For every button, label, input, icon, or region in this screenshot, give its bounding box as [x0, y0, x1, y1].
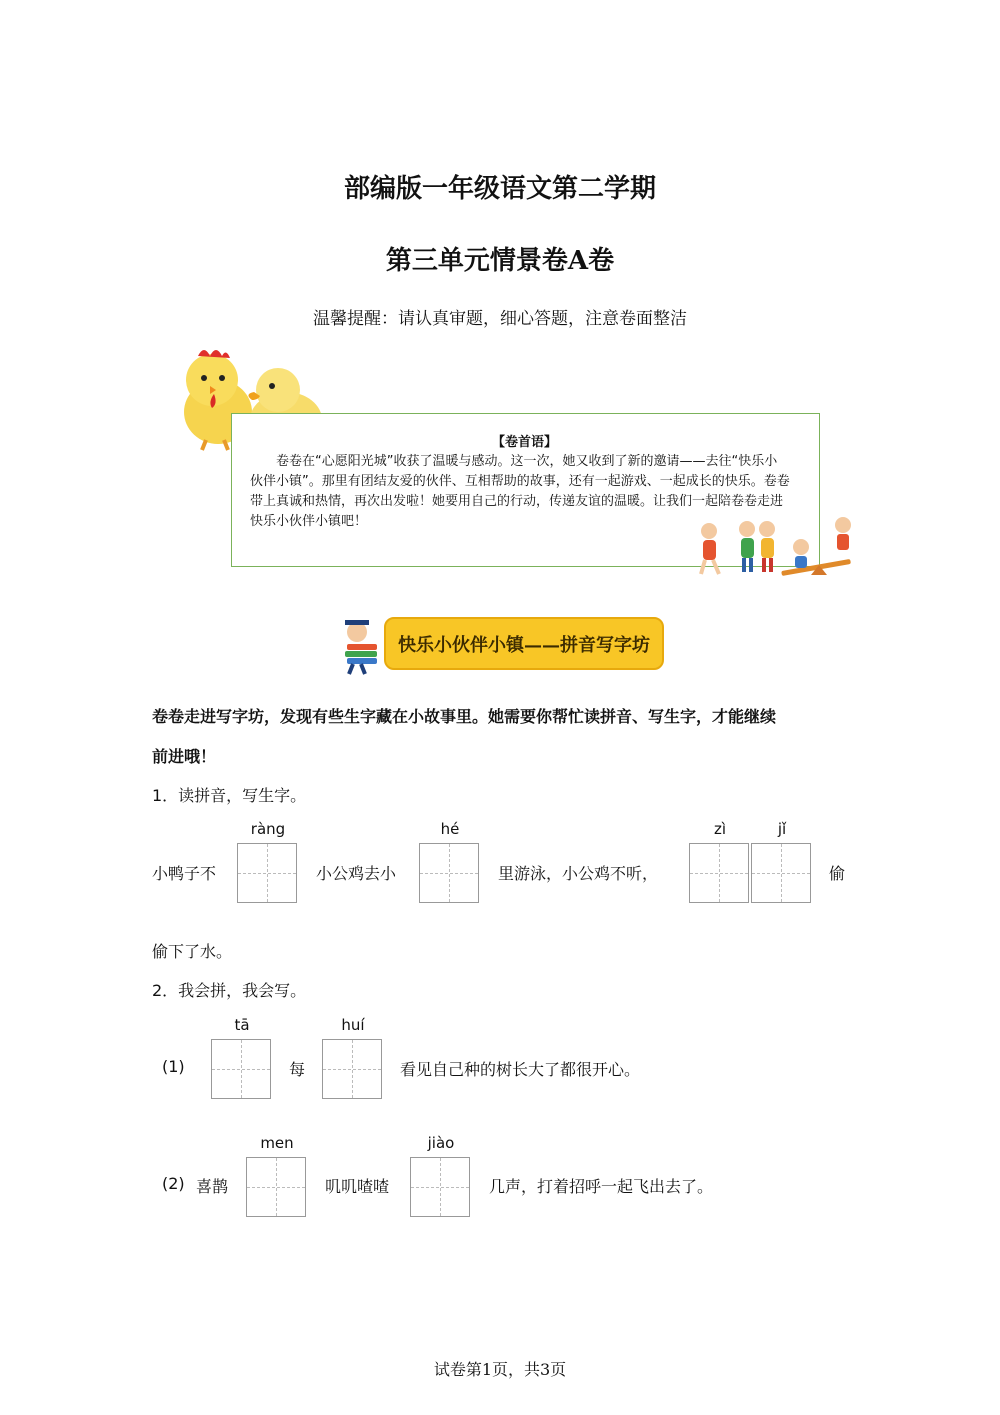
q1-text-4: 偷: [829, 864, 846, 883]
intro-heading: 【卷首语】: [491, 435, 557, 450]
reminder-text: 温馨提醒：请认真审题，细心答题，注意卷面整洁: [313, 309, 687, 329]
q1-writing-box-3b[interactable]: [751, 843, 811, 903]
q2-item2-text-1: 叽叽喳喳: [325, 1177, 390, 1196]
q2-item2-writing-box-1[interactable]: [246, 1157, 306, 1217]
q1-text-5: 偷下了水。: [152, 942, 233, 961]
q2-item1-text-2: 看见自己种的树长大了都很开心。: [400, 1060, 641, 1079]
q1-pinyin-3a: zì: [713, 820, 727, 838]
student-books-icon: [333, 614, 385, 676]
q1-writing-box-3a[interactable]: [689, 843, 749, 903]
q1-label: 1．读拼音，写生字。: [152, 786, 307, 805]
q1-pinyin-2: hé: [440, 820, 460, 838]
q2-label: 2．我会拼，我会写。: [152, 981, 307, 1000]
q1-text-3: 里游泳，小公鸡不听，: [498, 864, 659, 883]
kids-playing-illustration: [693, 513, 868, 585]
q2-item1-pinyin-1: tā: [234, 1016, 250, 1034]
q1-pinyin-3b: jǐ: [777, 820, 787, 838]
q2-item1-text-1: 每: [289, 1060, 306, 1079]
q2-item1-writing-box-2[interactable]: [322, 1039, 382, 1099]
section-intro-line2: 前进哦！: [152, 747, 217, 766]
intro-body: 卷卷在“心愿阳光城”收获了温暖与感动。这一次，她又收到了新的邀请——去往“快乐小伙伴小镇”。那里有团结友爱的伙伴、互相帮助的故事，还有一起游戏、一起成长的快乐。卷卷带上真诚和热情，再次出发啦！她要用自己的行动，传递友谊的温暖。让我们一起陪卷卷走进快乐小伙伴小镇吧！: [250, 454, 790, 529]
q2-item2-text-0: 喜鹊: [196, 1177, 229, 1196]
q2-item1-writing-box-1[interactable]: [211, 1039, 271, 1099]
q1-pinyin-1: ràng: [250, 820, 286, 838]
q1-text-2: 小公鸡去小: [316, 864, 397, 883]
q2-item2-writing-box-2[interactable]: [410, 1157, 470, 1217]
page-title: 部编版一年级语文第二学期: [343, 174, 656, 204]
q2-item1-number: (1): [162, 1057, 185, 1076]
q1-text-1: 小鸭子不: [152, 864, 217, 883]
q2-item2-pinyin-2: jiào: [427, 1134, 455, 1152]
page-footer: 试卷第1页，共3页: [433, 1360, 567, 1379]
q2-item1-pinyin-2: huí: [341, 1016, 365, 1034]
section-banner: 快乐小伙伴小镇——拼音写字坊: [384, 617, 664, 670]
q1-writing-box-2[interactable]: [419, 843, 479, 903]
q2-item2-pinyin-1: men: [260, 1134, 294, 1152]
q1-writing-box-1[interactable]: [237, 843, 297, 903]
q2-item2-text-2: 几声，打着招呼一起飞出去了。: [489, 1177, 714, 1196]
q2-item2-number: (2): [162, 1174, 185, 1193]
page-subtitle: 第三单元情景卷A卷: [385, 246, 615, 276]
section-intro-line1: 卷卷走进写字坊，发现有些生字藏在小故事里。她需要你帮忙读拼音、写生字，才能继续: [152, 707, 777, 726]
